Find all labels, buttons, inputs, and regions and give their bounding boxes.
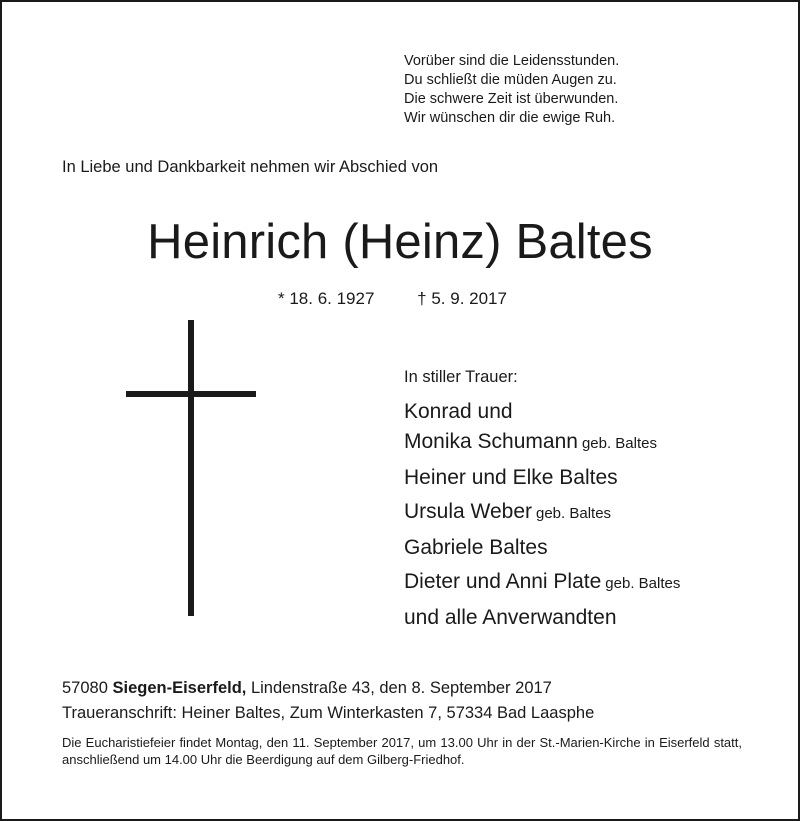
mourner-name: Ursula Weber xyxy=(404,500,532,523)
death-date: † 5. 9. 2017 xyxy=(417,289,507,308)
mourner-note: geb. Baltes xyxy=(605,575,681,592)
mourner-line: und alle Anverwandten xyxy=(404,606,617,629)
address-city: Siegen-Eiserfeld, xyxy=(112,679,247,697)
address-block xyxy=(62,676,594,726)
mourner-line xyxy=(404,427,680,459)
address-zip: 57080 xyxy=(62,679,108,697)
address-line xyxy=(62,676,594,701)
cross-horizontal-bar xyxy=(126,391,256,397)
mourners-heading: In stiller Trauer: xyxy=(404,368,518,386)
poem-line: Wir wünschen dir die ewige Ruh. xyxy=(404,110,616,126)
mourner-note: geb. Baltes xyxy=(536,505,612,522)
mourner-line: Konrad und xyxy=(404,400,513,423)
cross-icon xyxy=(126,320,256,616)
mourners-list xyxy=(404,368,680,633)
mourner-name: Monika Schumann xyxy=(404,430,578,453)
poem xyxy=(404,52,619,128)
mourner-line xyxy=(404,497,680,529)
cross-vertical-bar xyxy=(188,320,194,616)
address-rest: Lindenstraße 43, den 8. September 2017 xyxy=(250,679,552,697)
mourner-line: Heiner und Elke Baltes xyxy=(404,466,618,489)
mourner-note: geb. Baltes xyxy=(581,435,657,452)
ceremony-note: Die Eucharistiefeier findet Montag, den 11. September 2017, um 13.00 Uhr in der St.-Marien-Kirche in Eiserfeld statt, anschließend um 14.00 Uhr die Beerdigung auf dem Gilberg-Friedhof. xyxy=(62,735,742,767)
life-dates xyxy=(278,289,507,309)
mourner-name: Dieter und Anni Plate xyxy=(404,570,602,593)
mourner-line: Gabriele Baltes xyxy=(404,536,548,559)
mourning-address: Traueranschrift: Heiner Baltes, Zum Winterkasten 7, 57334 Bad Laasphe xyxy=(62,704,595,722)
mourner-line xyxy=(404,567,680,599)
birth-date: * 18. 6. 1927 xyxy=(278,289,375,308)
poem-line: Vorüber sind die Leidensstunden. xyxy=(404,53,620,69)
poem-line: Du schließt die müden Augen zu. xyxy=(404,72,617,88)
deceased-name: Heinrich (Heinz) Baltes xyxy=(147,215,653,269)
intro-text: In Liebe und Dankbarkeit nehmen wir Abschied von xyxy=(62,158,439,176)
poem-line: Die schwere Zeit ist überwunden. xyxy=(404,91,619,107)
